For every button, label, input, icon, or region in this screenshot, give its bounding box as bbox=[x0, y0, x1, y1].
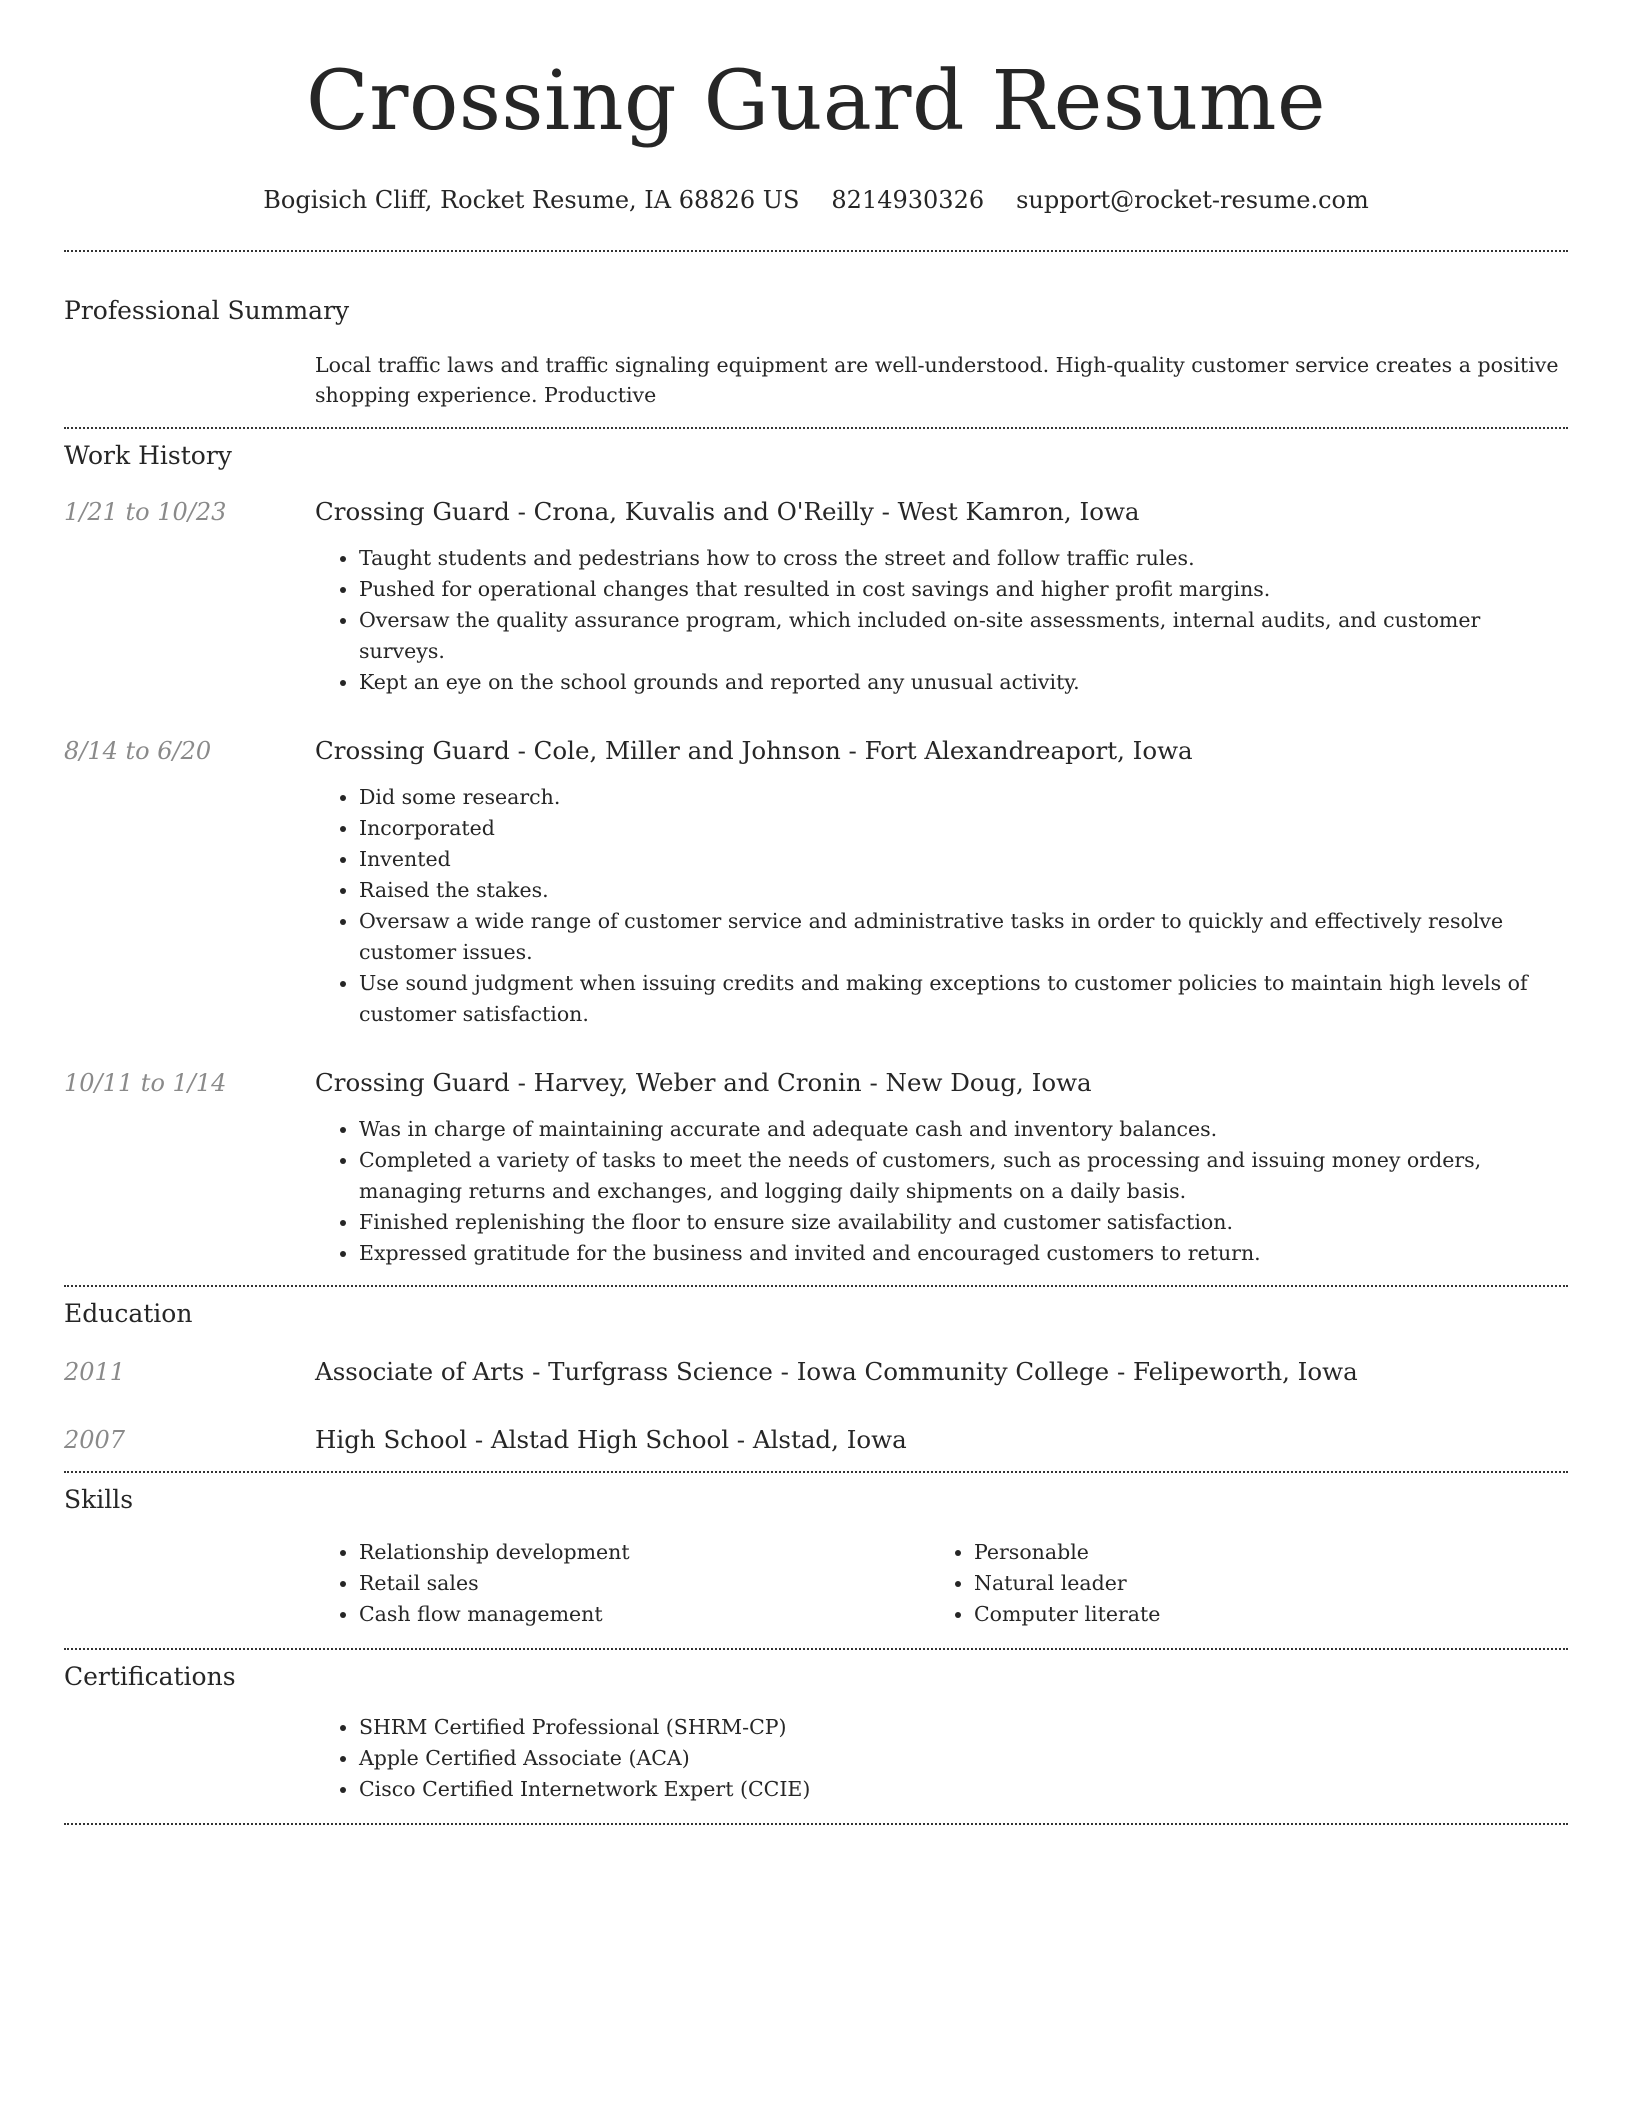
education-year: 2007 bbox=[64, 1426, 126, 1454]
list-item: • Use sound judgment when issuing credits and making exceptions to customer policies to maintain high levels of customer satisfaction. bbox=[359, 968, 1568, 1030]
section-heading-skills: Skills bbox=[64, 1485, 134, 1514]
job-duties bbox=[315, 782, 1568, 1030]
job-title: Crossing Guard - Harvey, Weber and Cronin - New Doug, Iowa bbox=[315, 1068, 1092, 1097]
education-entry bbox=[64, 1355, 1568, 1389]
divider bbox=[64, 427, 1568, 429]
skills-left-list bbox=[315, 1537, 930, 1630]
job-title: Crossing Guard - Cole, Miller and Johnson - Fort Alexandreaport, Iowa bbox=[315, 736, 1193, 765]
list-item: • Completed a variety of tasks to meet the needs of customers, such as processing and issuing money orders, managing returns and exchanges, and logging daily shipments on a daily basis. bbox=[359, 1145, 1568, 1207]
list-item: • Relationship development bbox=[359, 1537, 930, 1568]
job-entry bbox=[64, 734, 1568, 1030]
divider bbox=[64, 1285, 1568, 1287]
job-dates: 10/11 to 1/14 bbox=[64, 1069, 227, 1097]
education-section bbox=[64, 1297, 1568, 1457]
divider bbox=[64, 250, 1568, 252]
section-heading-summary: Professional Summary bbox=[64, 296, 350, 325]
list-item: • Incorporated bbox=[359, 813, 1568, 844]
list-item: • Taught students and pedestrians how to cross the street and follow traffic rules. bbox=[359, 543, 1568, 574]
certifications-list bbox=[315, 1712, 1568, 1805]
list-item: • Oversaw the quality assurance program, which included on-site assessments, internal audits, and customer surveys. bbox=[359, 605, 1568, 667]
list-item: • Computer literate bbox=[974, 1599, 1545, 1630]
job-duties bbox=[315, 1114, 1568, 1269]
job-content bbox=[315, 1066, 1568, 1269]
job-dates: 1/21 to 10/23 bbox=[64, 498, 227, 526]
job-entry bbox=[64, 495, 1568, 698]
resume-title: Crossing Guard Resume bbox=[306, 54, 1326, 149]
summary-section bbox=[64, 294, 1568, 410]
skills-list bbox=[315, 1537, 1568, 1630]
skills-column-right bbox=[930, 1537, 1545, 1630]
list-item: • Invented bbox=[359, 844, 1568, 875]
section-heading-certifications: Certifications bbox=[64, 1662, 236, 1691]
summary-text: Local traffic laws and traffic signaling equipment are well-understood. High-quality customer service creates a positive shopping experience. Productive bbox=[315, 353, 1559, 407]
list-item: • Oversaw a wide range of customer service and administrative tasks in order to quickly and effectively resolve customer issues. bbox=[359, 906, 1568, 968]
divider bbox=[64, 1648, 1568, 1650]
certifications-section bbox=[64, 1660, 1568, 1805]
skills-right-list bbox=[930, 1537, 1545, 1630]
job-duties bbox=[315, 543, 1568, 698]
job-content bbox=[315, 734, 1568, 1030]
contact-info bbox=[64, 184, 1568, 216]
education-entry bbox=[64, 1423, 1568, 1457]
list-item: • Natural leader bbox=[974, 1568, 1545, 1599]
divider bbox=[64, 1823, 1568, 1825]
list-item: • Pushed for operational changes that resulted in cost savings and higher profit margins. bbox=[359, 574, 1568, 605]
list-item: • Did some research. bbox=[359, 782, 1568, 813]
section-heading-work-history: Work History bbox=[64, 441, 232, 470]
job-title: Crossing Guard - Crona, Kuvalis and O'Reilly - West Kamron, Iowa bbox=[315, 497, 1140, 526]
education-year: 2011 bbox=[64, 1358, 126, 1386]
skills-section bbox=[64, 1483, 1568, 1630]
list-item: • Cisco Certified Internetwork Expert (CCIE) bbox=[359, 1774, 1568, 1805]
job-entry bbox=[64, 1066, 1568, 1269]
section-heading-education: Education bbox=[64, 1299, 193, 1328]
list-item: • Kept an eye on the school grounds and reported any unusual activity. bbox=[359, 667, 1568, 698]
work-history-section bbox=[64, 439, 1568, 1269]
job-content bbox=[315, 495, 1568, 698]
contact-address: Bogisich Cliff, Rocket Resume, IA 68826 US bbox=[263, 186, 800, 214]
divider bbox=[64, 1471, 1568, 1473]
list-item: • Retail sales bbox=[359, 1568, 930, 1599]
contact-phone: 8214930326 bbox=[831, 186, 985, 214]
list-item: • Cash flow management bbox=[359, 1599, 930, 1630]
education-title: Associate of Arts - Turfgrass Science - Iowa Community College - Felipeworth, Iowa bbox=[315, 1357, 1358, 1386]
list-item: • SHRM Certified Professional (SHRM-CP) bbox=[359, 1712, 1568, 1743]
contact-email: support@rocket-resume.com bbox=[1016, 186, 1369, 214]
list-item: • Personable bbox=[974, 1537, 1545, 1568]
certifications-items bbox=[315, 1712, 1568, 1805]
skills-column-left bbox=[315, 1537, 930, 1630]
education-title: High School - Alstad High School - Alstad, Iowa bbox=[315, 1425, 907, 1454]
job-dates: 8/14 to 6/20 bbox=[64, 737, 212, 765]
list-item: • Apple Certified Associate (ACA) bbox=[359, 1743, 1568, 1774]
list-item: • Finished replenishing the floor to ensure size availability and customer satisfaction. bbox=[359, 1207, 1568, 1238]
list-item: • Raised the stakes. bbox=[359, 875, 1568, 906]
list-item: • Expressed gratitude for the business and invited and encouraged customers to return. bbox=[359, 1238, 1568, 1269]
list-item: • Was in charge of maintaining accurate and adequate cash and inventory balances. bbox=[359, 1114, 1568, 1145]
